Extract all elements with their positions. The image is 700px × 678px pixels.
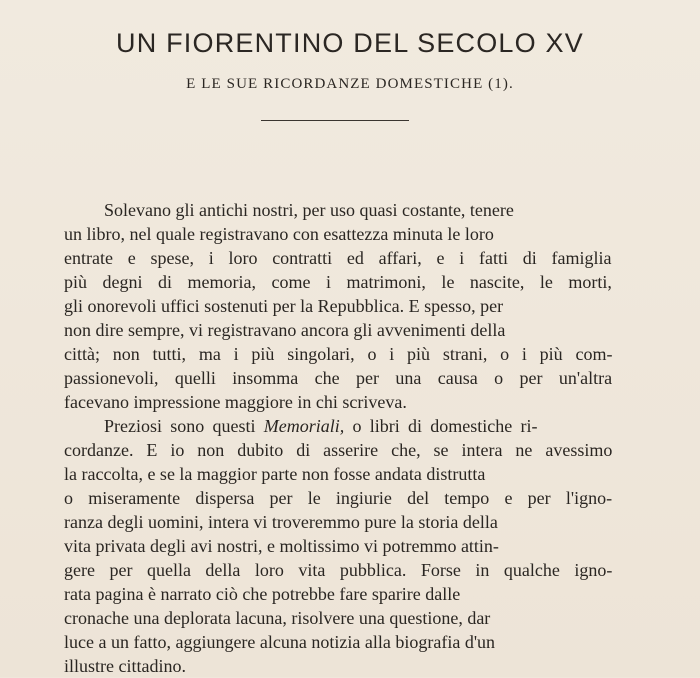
- text-line: più degni di memoria, come i matrimoni, le nascite, le morti,: [64, 272, 612, 292]
- text-line: vita privata degli avi nostri, e moltissimo vi potremmo attin-: [64, 536, 499, 556]
- text-line: [104, 414, 537, 438]
- italic-term: Memoriali,: [263, 416, 345, 436]
- text-line: facevano impressione maggiore in chi scriveva.: [64, 392, 407, 412]
- text-line: non dire sempre, vi registravano ancora gli avvenimenti della: [64, 320, 506, 340]
- text-line: o miseramente dispersa per le ingiurie del tempo e per l'igno-: [64, 488, 613, 508]
- text-line: ranza degli uomini, intera vi troveremmo pure la storia della: [64, 512, 498, 532]
- text-line: rata pagina è narrato ciò che potrebbe fare sparire dalle: [64, 584, 461, 604]
- text-line: cronache una deplorata lacuna, risolvere una questione, dar: [64, 608, 491, 628]
- text-line: cordanze. E io non dubito di asserire che, se intera ne avessimo: [64, 440, 613, 460]
- title-divider: [261, 120, 409, 121]
- text-line: gere per quella della loro vita pubblica. Forse in qualche igno-: [64, 560, 613, 580]
- text-line: Solevano gli antichi nostri, per uso quasi costante, tenere: [104, 200, 514, 220]
- text-line: entrate e spese, i loro contratti ed affari, e i fatti di famiglia: [64, 248, 612, 268]
- text-line: città; non tutti, ma i più singolari, o i più strani, o i più com-: [64, 344, 613, 364]
- text-line: illustre cittadino.: [64, 656, 186, 676]
- text-line: gli onorevoli uffici sostenuti per la Repubblica. E spesso, per: [64, 296, 504, 316]
- text-line: un libro, nel quale registravano con esattezza minuta le loro: [64, 224, 494, 244]
- text-span: Preziosi sono questi: [104, 416, 256, 436]
- text-span: o libri di domestiche ri-: [352, 416, 538, 436]
- article-title: UN FIORENTINO DEL SECOLO XV: [116, 28, 584, 58]
- text-line: passionevoli, quelli insomma che per una causa o per un'altra: [64, 368, 613, 388]
- text-line: luce a un fatto, aggiungere alcuna notizia alla biografia d'un: [64, 632, 496, 652]
- article-subtitle: E LE SUE RICORDANZE DOMESTICHE (1).: [186, 76, 514, 92]
- text-line: la raccolta, e se la maggior parte non fosse andata distrutta: [64, 464, 486, 484]
